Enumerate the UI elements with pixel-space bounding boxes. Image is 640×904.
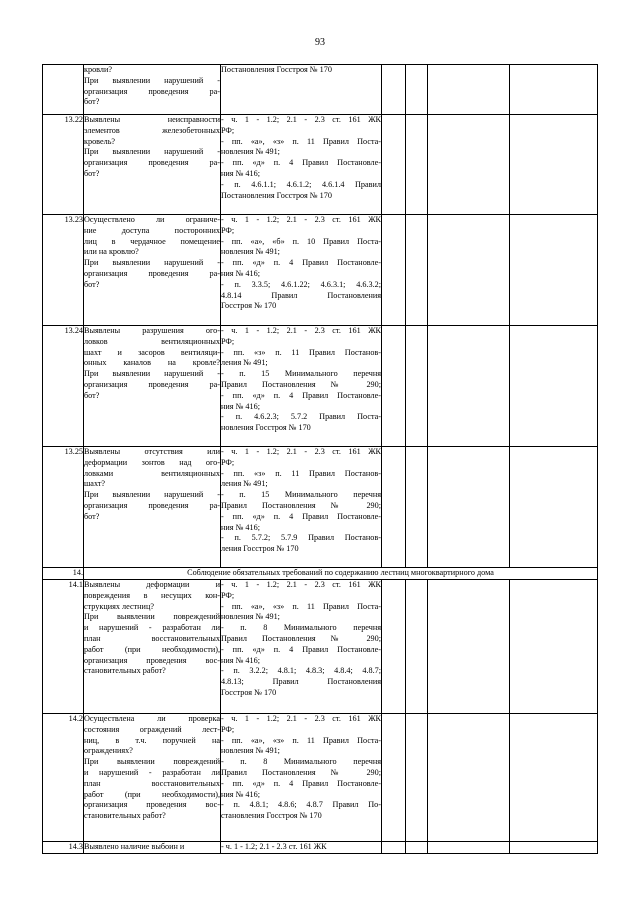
norms-text-line: РФ;: [221, 225, 235, 235]
question-text-line: работ (при необходимости),: [84, 644, 220, 654]
norms-text-line: Постановления Госстроя № 170: [221, 190, 332, 200]
answer-cell: [382, 215, 406, 326]
question-text-line: организация проведения ра-: [84, 86, 220, 96]
table-row: [43, 326, 598, 447]
norms-text-line: РФ;: [221, 336, 235, 346]
answer-cell: [428, 65, 510, 115]
norms-text-line: новления № 491;: [221, 147, 280, 157]
question-text-line: При выявлении повреждений: [84, 757, 220, 767]
norms-text-line: - ч. 1 - 1.2; 2.1 - 2.3 ст. 161 ЖК: [221, 115, 381, 124]
norms-text-line: новления № 491;: [221, 612, 280, 622]
question-text-line: ние доступа посторонних: [84, 225, 220, 235]
question-text: [84, 842, 221, 854]
question-text-line: Выявлены разрушения ого-: [84, 326, 220, 335]
norms-text-line: - пп. «а», «б» п. 10 Правил Поста-: [221, 236, 381, 246]
question-text: [84, 115, 221, 215]
answer-cell: [428, 714, 510, 842]
norms-text-line: - пп. «д» п. 4 Правил Постановле-: [221, 644, 381, 654]
norms-text-line: - ч. 1 - 1.2; 2.1 - 2.3 ст. 161 ЖК: [221, 580, 381, 589]
item-number: [43, 65, 84, 115]
item-number: 13.22: [43, 115, 84, 215]
answer-cell: [382, 115, 406, 215]
norms-text-line: новления Госстроя № 170: [221, 423, 311, 433]
item-number: 14.1: [43, 580, 84, 714]
question-text-line: онных каналов на кровле?: [84, 358, 220, 368]
answer-cell: [510, 447, 598, 568]
answer-cell: [428, 842, 510, 854]
question-text-line: ниц, в т.ч. поручней на: [84, 735, 220, 745]
question-text: [84, 65, 221, 115]
question-text-line: Выявлены неисправности: [84, 115, 220, 124]
question-text-line: план восстановительных: [84, 778, 220, 788]
norms-text-line: - пп. «а», «з» п. 11 Правил Поста-: [221, 601, 381, 611]
question-text-line: ограждениях?: [84, 746, 133, 756]
section-row: [43, 568, 598, 580]
answer-cell: [406, 714, 428, 842]
question-text-line: При выявлении нарушений -: [84, 490, 220, 500]
question-text: [84, 580, 221, 714]
answer-cell: [510, 714, 598, 842]
norms-text-line: - ч. 1 - 1.2; 2.1 - 2.3 ст. 161 ЖК: [221, 447, 381, 456]
question-text-line: Выявлено наличие выбоин и: [84, 842, 185, 851]
question-text-line: организация проведения ра-: [84, 158, 220, 168]
norms-text-line: - пп. «з» п. 11 Правил Постанов-: [221, 347, 381, 357]
question-text-line: становительных работ?: [84, 666, 166, 676]
question-text-line: работ (при необходимости),: [84, 789, 220, 799]
question-text-line: Осуществлено ли ограниче-: [84, 215, 220, 224]
item-number: 14.: [43, 568, 84, 580]
norms-text: [221, 714, 382, 842]
question-text-line: организация проведения вос-: [84, 800, 220, 810]
answer-cell: [406, 580, 428, 714]
norms-text-line: ления № 491;: [221, 479, 268, 489]
answer-cell: [406, 447, 428, 568]
question-text-line: организация проведения ра-: [84, 379, 220, 389]
norms-text-line: ния № 416;: [221, 401, 260, 411]
answer-cell: [406, 65, 428, 115]
norms-text-line: Госстроя № 170: [221, 301, 277, 311]
item-number: 14.2: [43, 714, 84, 842]
norms-text-line: - п. 4.6.1.1; 4.6.1.2; 4.6.1.4 Правил: [221, 179, 381, 189]
norms-text-line: ния № 416;: [221, 522, 260, 532]
question-text-line: При выявлении нарушений -: [84, 369, 220, 379]
section-title: Соблюдение обязательных требований по содержанию лестниц многоквартирного дома: [84, 568, 598, 580]
question-text-line: элементов железобетонных: [84, 125, 220, 135]
table-row: [43, 580, 598, 714]
question-text-line: лиц в чердачное помещение: [84, 236, 220, 246]
question-text-line: бот?: [84, 97, 100, 107]
question-text-line: Выявлены отсутствия или: [84, 447, 220, 456]
question-text-line: организация проведения ра-: [84, 500, 220, 510]
norms-text-line: - п. 15 Минимального перечня: [221, 369, 381, 379]
table-row: [43, 115, 598, 215]
question-text-line: повреждения в несущих кон-: [84, 590, 220, 600]
question-text: [84, 326, 221, 447]
table-row: [43, 842, 598, 854]
norms-text-line: Правил Постановления № 290;: [221, 379, 381, 389]
page-number: 93: [315, 37, 325, 48]
norms-text-line: Постановления Госстроя № 170: [221, 65, 332, 74]
norms-text-line: - ч. 1 - 1.2; 2.1 - 2.3 ст. 161 ЖК: [221, 842, 327, 851]
norms-text-line: - пп. «з» п. 11 Правил Постанов-: [221, 468, 381, 478]
norms-text-line: ния № 416;: [221, 655, 260, 665]
norms-text-line: ления № 491;: [221, 358, 268, 368]
answer-cell: [382, 447, 406, 568]
item-number: 13.24: [43, 326, 84, 447]
norms-text-line: - пп. «д» п. 4 Правил Постановле-: [221, 390, 381, 400]
answer-cell: [428, 115, 510, 215]
question-text: [84, 714, 221, 842]
norms-text-line: - п. 5.7.2; 5.7.9 Правил Постанов-: [221, 533, 381, 543]
answer-cell: [406, 326, 428, 447]
question-text-line: Выявлены деформации и: [84, 580, 220, 589]
norms-text-line: становления Госстроя № 170: [221, 811, 322, 821]
norms-text-line: РФ;: [221, 724, 235, 734]
table-row: [43, 714, 598, 842]
question-text-line: кровли?: [84, 65, 113, 74]
question-text-line: кровель?: [84, 136, 116, 146]
answer-cell: [406, 215, 428, 326]
norms-text: [221, 842, 382, 854]
norms-text-line: - пп. «а», «з» п. 11 Правил Поста-: [221, 735, 381, 745]
norms-text-line: - пп. «д» п. 4 Правил Постановле-: [221, 158, 381, 168]
answer-cell: [510, 65, 598, 115]
item-number: 13.23: [43, 215, 84, 326]
norms-text-line: РФ;: [221, 457, 235, 467]
norms-text: [221, 215, 382, 326]
norms-text-line: Правил Постановления № 290;: [221, 633, 381, 643]
norms-text-line: РФ;: [221, 125, 235, 135]
question-text-line: При выявлении нарушений -: [84, 75, 220, 85]
norms-text-line: новления № 491;: [221, 746, 280, 756]
norms-text-line: - п. 8 Минимального перечня: [221, 757, 381, 767]
question-text-line: состояния ограждений лест-: [84, 724, 220, 734]
norms-text-line: 4.8.13; Правил Постановления: [221, 677, 381, 687]
norms-text-line: - ч. 1 - 1.2; 2.1 - 2.3 ст. 161 ЖК: [221, 326, 381, 335]
norms-text: [221, 580, 382, 714]
question-text-line: бот?: [84, 168, 100, 178]
norms-text-line: - пп. «а», «з» п. 11 Правил Поста-: [221, 136, 381, 146]
question-text-line: При выявлении повреждений: [84, 612, 220, 622]
answer-cell: [406, 115, 428, 215]
norms-text-line: Правил Постановления № 290;: [221, 500, 381, 510]
norms-text-line: - п. 4.6.2.3; 5.7.2 Правил Поста-: [221, 412, 381, 422]
question-text-line: организация проведения ра-: [84, 268, 220, 278]
answer-cell: [510, 326, 598, 447]
norms-text-line: Правил Постановления № 290;: [221, 767, 381, 777]
norms-text-line: - п. 3.3.5; 4.6.1.22; 4.6.3.1; 4.6.3.2;: [221, 279, 381, 289]
norms-text-line: - п. 3.2.2; 4.8.1; 4.8.3; 4.8.4; 4.8.7;: [221, 666, 381, 676]
norms-text: [221, 65, 382, 115]
norms-text-line: - пп. «д» п. 4 Правил Постановле-: [221, 258, 381, 268]
table-row: [43, 65, 598, 115]
question-text-line: ловками вентиляционных: [84, 468, 220, 478]
answer-cell: [510, 115, 598, 215]
answer-cell: [510, 215, 598, 326]
checklist-table: [42, 64, 598, 854]
answer-cell: [510, 842, 598, 854]
norms-text-line: - пп. «д» п. 4 Правил Постановле-: [221, 778, 381, 788]
answer-cell: [510, 580, 598, 714]
question-text-line: бот?: [84, 279, 100, 289]
norms-text-line: ления Госстроя № 170: [221, 544, 299, 554]
question-text-line: организация проведения вос-: [84, 655, 220, 665]
norms-text-line: - п. 15 Минимального перечня: [221, 490, 381, 500]
question-text-line: план восстановительных: [84, 633, 220, 643]
answer-cell: [382, 580, 406, 714]
question-text-line: шахт и засоров вентиляци-: [84, 347, 220, 357]
norms-text-line: ния № 416;: [221, 789, 260, 799]
question-text-line: или на кровлю?: [84, 247, 139, 257]
norms-text-line: - п. 4.8.1; 4.8.6; 4.8.7 Правил По-: [221, 800, 381, 810]
answer-cell: [428, 326, 510, 447]
norms-text-line: новления № 491;: [221, 247, 280, 257]
norms-text-line: - пп. «д» п. 4 Правил Постановле-: [221, 511, 381, 521]
table-row: [43, 447, 598, 568]
question-text-line: При выявлении нарушений -: [84, 258, 220, 268]
item-number: 13.25: [43, 447, 84, 568]
norms-text: [221, 115, 382, 215]
checklist-body: [43, 65, 598, 854]
answer-cell: [382, 842, 406, 854]
item-number: 14.3: [43, 842, 84, 854]
question-text-line: становительных работ?: [84, 811, 166, 821]
question-text-line: бот?: [84, 511, 100, 521]
norms-text-line: - п. 8 Минимального перечня: [221, 623, 381, 633]
norms-text-line: Госстроя № 170: [221, 687, 277, 697]
answer-cell: [382, 326, 406, 447]
norms-text-line: ния № 416;: [221, 168, 260, 178]
norms-text-line: - ч. 1 - 1.2; 2.1 - 2.3 ст. 161 ЖК: [221, 215, 381, 224]
question-text-line: деформации зонтов над ого-: [84, 457, 220, 467]
answer-cell: [406, 842, 428, 854]
question-text-line: шахт?: [84, 479, 106, 489]
question-text-line: и нарушений - разработан ли: [84, 623, 220, 633]
table-row: [43, 215, 598, 326]
norms-text: [221, 447, 382, 568]
question-text-line: и нарушений - разработан ли: [84, 767, 220, 777]
question-text-line: ловков вентиляционных: [84, 336, 220, 346]
norms-text-line: 4.8.14 Правил Постановления: [221, 290, 381, 300]
norms-text-line: РФ;: [221, 590, 235, 600]
answer-cell: [382, 65, 406, 115]
norms-text: [221, 326, 382, 447]
question-text-line: При выявлении нарушений -: [84, 147, 220, 157]
answer-cell: [428, 447, 510, 568]
answer-cell: [428, 215, 510, 326]
norms-text-line: - ч. 1 - 1.2; 2.1 - 2.3 ст. 161 ЖК: [221, 714, 381, 723]
answer-cell: [428, 580, 510, 714]
norms-text-line: ния № 416;: [221, 268, 260, 278]
question-text-line: струкциях лестниц?: [84, 601, 154, 611]
question-text: [84, 215, 221, 326]
question-text: [84, 447, 221, 568]
question-text-line: бот?: [84, 390, 100, 400]
question-text-line: Осуществлена ли проверка: [84, 714, 220, 723]
answer-cell: [382, 714, 406, 842]
